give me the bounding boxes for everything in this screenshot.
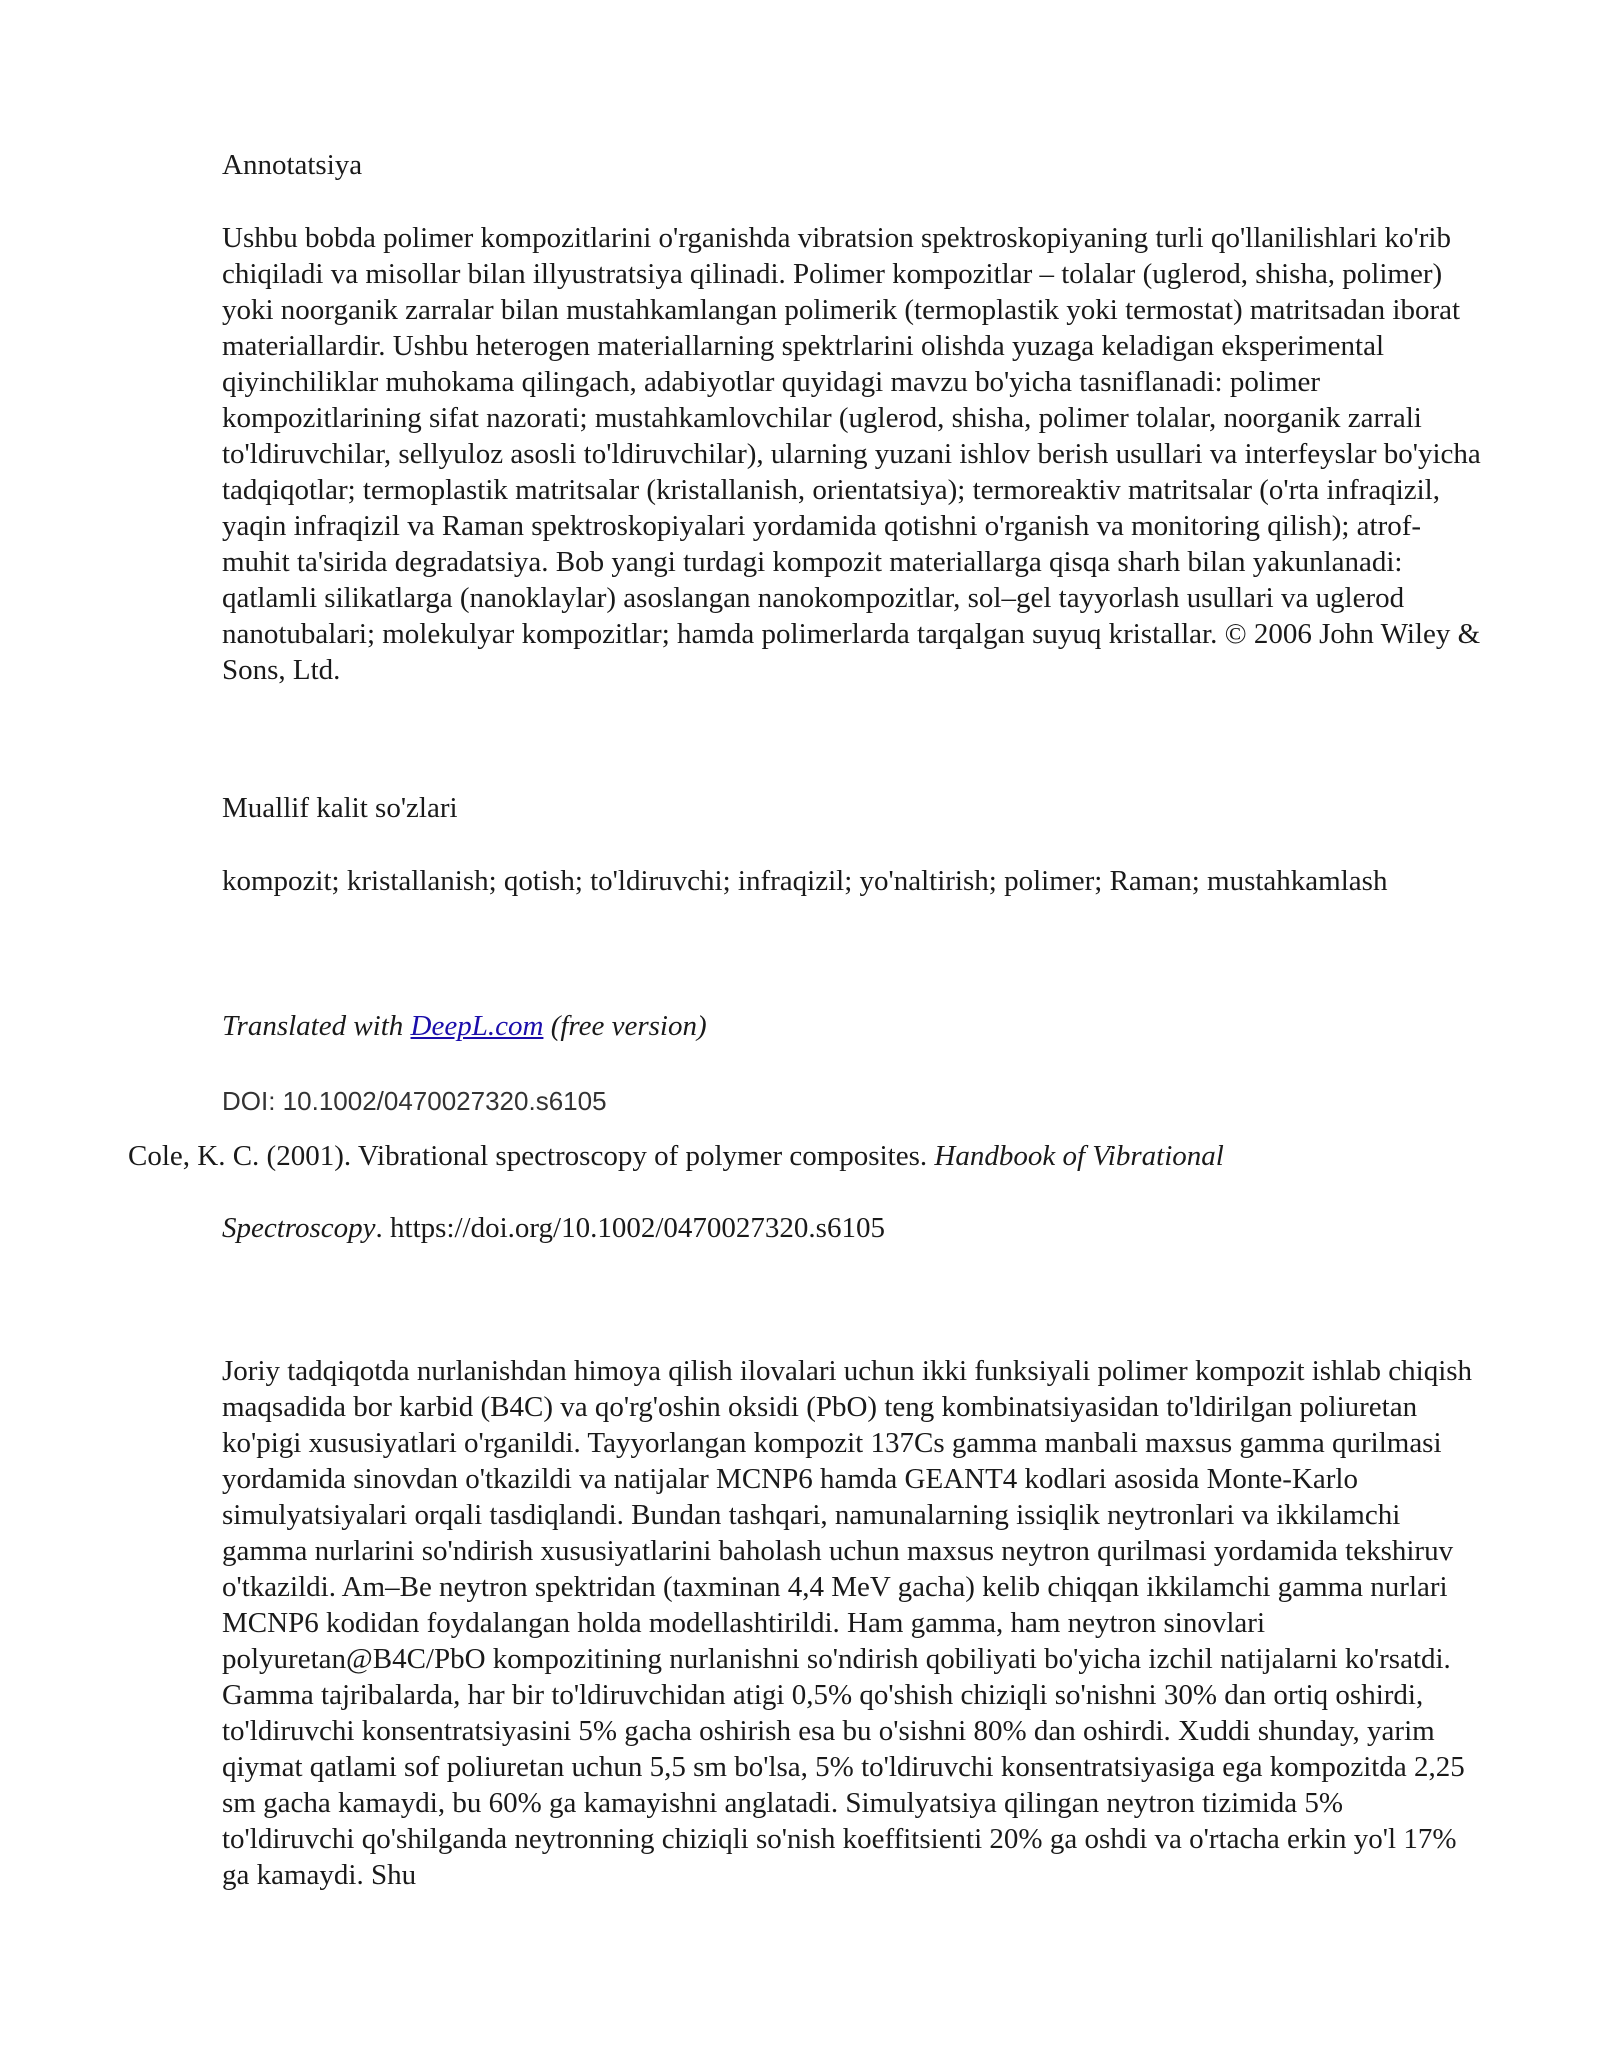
deepl-link[interactable]: DeepL.com (410, 1010, 544, 1042)
keywords-list: kompozit; kristallanish; qotish; to'ldiruvchi; infraqizil; yo'naltirish; polimer; Raman; mustahkamlash (222, 865, 1388, 897)
translation-suffix: (free version) (543, 1010, 707, 1042)
citation-authors-title: Cole, K. C. (2001). Vibrational spectroscopy of polymer composites. (128, 1140, 935, 1172)
citation-journal-part2: Spectroscopy (222, 1212, 376, 1244)
doi-line: DOI: 10.1002/0470027320.s6105 (222, 1086, 607, 1116)
citation-line-1 (128, 1138, 1528, 1174)
citation-doi-url[interactable]: . https://doi.org/10.1002/0470027320.s6105 (375, 1212, 885, 1244)
second-abstract-paragraph: Joriy tadqiqotda nurlanishdan himoya qilish ilovalari uchun ikki funksiyali polimer kompozit ishlab chiqish maqsadida bor karbid (B4C) va qo'rg'oshin oksidi (PbO) teng kombinatsiyasidan to'ldirilgan poliuretan ko'pigi xususiyatlari o'rganildi. Tayyorlangan kompozit 137Cs gamma manbali maxsus gamma qurilmasi yordamida sinovdan o'tkazildi va natijalar MCNP6 hamda GEANT4 kodlari asosida Monte-Karlo simulyatsiyalari orqali tasdiqlandi. Bundan tashqari, namunalarning issiqlik neytronlari va ikkilamchi gamma nurlarini so'ndirish xususiyatlarini baholash uchun maxsus neytron qurilmasi yordamida tekshiruv o'tkazildi. Am–Be neytron spektridan (taxminan 4,4 MeV gacha) kelib chiqqan ikkilamchi gamma nurlari MCNP6 kodidan foydalangan holda modellashtirildi. Ham gamma, ham neytron sinovlari polyuretan@B4C/PbO kompozitining nurlanishni so'ndirish qobiliyati bo'yicha izchil natijalarni ko'rsatdi. Gamma tajribalarda, har bir to'ldiruvchidan atigi 0,5% qo'shish chiziqli so'nishni 30% dan ortiq oshirdi, to'ldiruvchi konsentratsiyasini 5% gacha oshirish esa bu o'sishni 80% dan oshirdi. Xuddi shunday, yarim qiymat qatlami sof poliuretan uchun 5,5 sm bo'lsa, 5% to'ldiruvchi konsentratsiyasiga ega kompozitda 2,25 sm gacha kamaydi, bu 60% ga kamayishni anglatadi. Simulyatsiya qilingan neytron tizimida 5% to'ldiruvchi qo'shilganda neytronning chiziqli so'nish koeffitsienti 20% ga oshdi va o'rtacha erkin yo'l 17% ga kamaydi. Shu (222, 1355, 1473, 1891)
translation-prefix: Translated with (222, 1010, 411, 1042)
translation-note (222, 1008, 1482, 1044)
abstract-heading: Annotatsiya (222, 149, 363, 181)
keywords-heading: Muallif kalit so'zlari (222, 792, 458, 824)
citation-line-2 (222, 1210, 1482, 1246)
citation-journal-part1: Handbook of Vibrational (934, 1140, 1224, 1172)
abstract-paragraph: Ushbu bobda polimer kompozitlarini o'rganishda vibratsion spektroskopiyaning turli qo'llanilishlari ko'rib chiqiladi va misollar bilan illyustratsiya qilinadi. Polimer kompozitlar – tolalar (uglerod, shisha, polimer) yoki noorganik zarralar bilan mustahkamlangan polimerik (termoplastik yoki termostat) matritsadan iborat materiallardir. Ushbu heterogen materiallarning spektrlarini olishda yuzaga keladigan eksperimental qiyinchiliklar muhokama qilingach, adabiyotlar quyidagi mavzu bo'yicha tasniflanadi: polimer kompozitlarining sifat nazorati; mustahkamlovchilar (uglerod, shisha, polimer tolalar, noorganik zarrali to'ldiruvchilar, sellyuloz asosli to'ldiruvchilar), ularning yuzani ishlov berish usullari va interfeyslar bo'yicha tadqiqotlar; termoplastik matritsalar (kristallanish, orientatsiya); termoreaktiv matritsalar (o'rta infraqizil, yaqin infraqizil va Raman spektroskopiyalari yordamida qotishni o'rganish va monitoring qilish); atrof-muhit ta'sirida degradatsiya. Bob yangi turdagi kompozit materiallarga qisqa sharh bilan yakunlanadi: qatlamli silikatlarga (nanoklaylar) asoslangan nanokompozitlar, sol–gel tayyorlash usullari va uglerod nanotubalari; molekulyar kompozitlar; hamda polimerlarda tarqalgan suyuq kristallar. © 2006 John Wiley & Sons, Ltd. (222, 222, 1481, 686)
